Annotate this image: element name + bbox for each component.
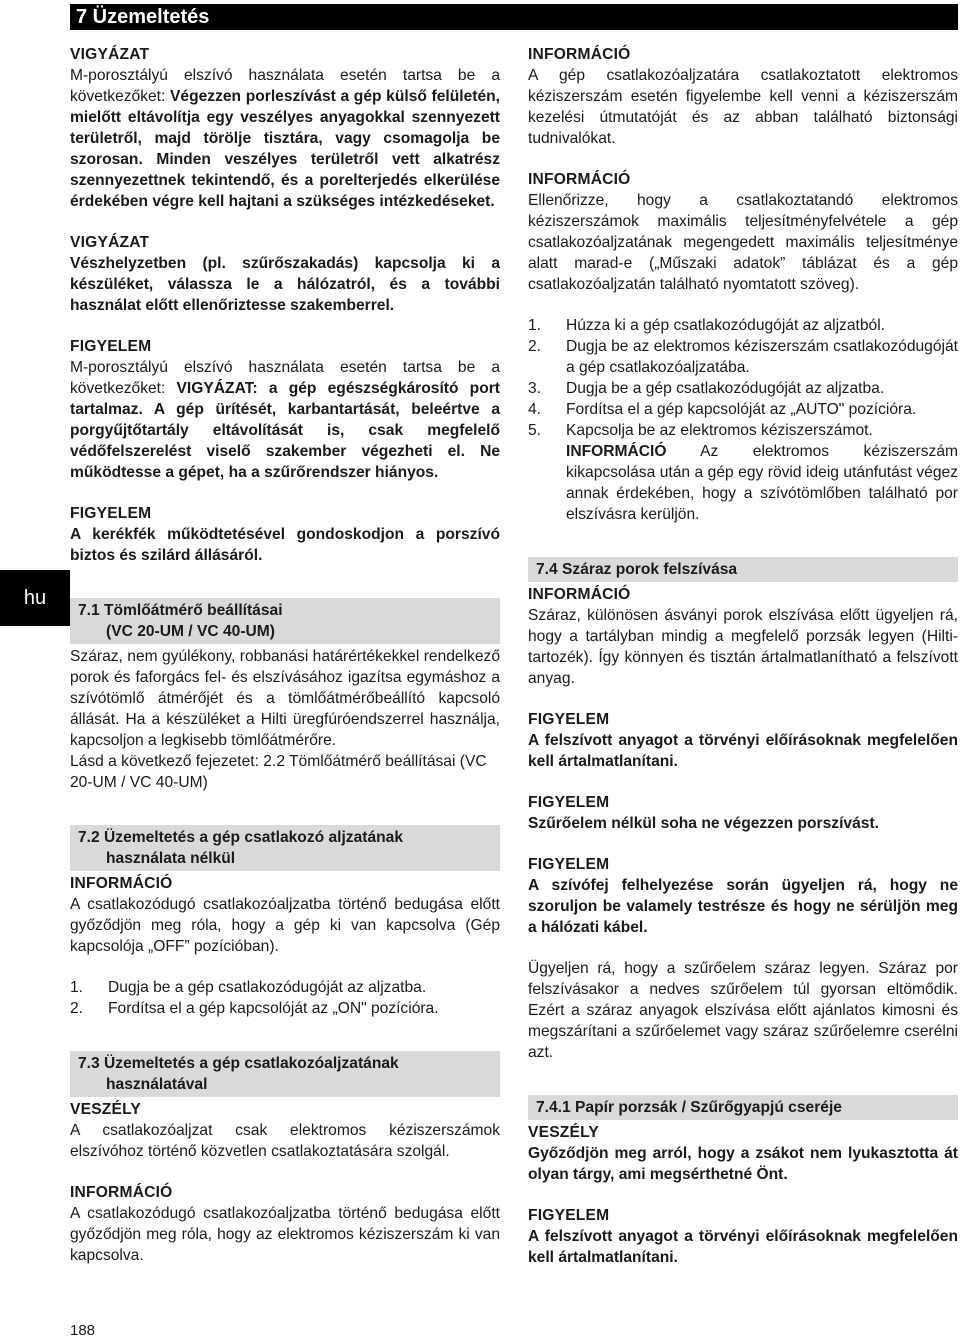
section-title: 7.3 Üzemeltetés a gép csatlakozóaljzatának bbox=[78, 1055, 399, 1072]
info-text: A csatlakozódugó csatlakozóaljzatba történő bedugása előtt győződjön meg róla, hogy az elektromos kéziszerszám ki van kapcsolva. bbox=[70, 1205, 500, 1264]
notice-block bbox=[528, 1205, 958, 1268]
danger-block bbox=[70, 1099, 500, 1162]
info-label: INFORMÁCIÓ bbox=[566, 443, 667, 460]
section-subtitle: használata nélkül bbox=[106, 850, 236, 867]
notice-block-2 bbox=[70, 503, 500, 566]
step-text: Fordítsa el a gép kapcsolóját az „AUTO" pozícióra. bbox=[566, 401, 917, 418]
paragraph-text: Ügyeljen rá, hogy a szűrőelem száraz legyen. Száraz por felszívásakor a nedves szűrőelem túl gyorsan eltömődik. Ezért a száraz anyagok elszívása előtt ajánlatos kimosni és megszárítani a szűrőelemet vagy száraz szűrőelemre cserélni azt. bbox=[528, 960, 958, 1061]
notice-text-bold: VIGYÁZAT: a gép egészségkárosító port tartalmaz. A gép ürítését, karbantartását, beleértve a porgyűjtőtartály eltávolítását is, csak megfelelő védőfelszerelést viselő szakember végezheti el. Ne működtesse a gépet, ha a szűrőrendszer hiányos. bbox=[70, 380, 500, 481]
list-item bbox=[528, 441, 958, 525]
info-label: INFORMÁCIÓ bbox=[528, 586, 631, 603]
list-item bbox=[528, 399, 958, 420]
caution-block-1 bbox=[70, 44, 500, 212]
notice-label: FIGYELEM bbox=[528, 711, 610, 728]
section-heading-7-3 bbox=[70, 1051, 500, 1097]
step-text: Fordítsa el a gép kapcsolóját az „ON" pozícióra. bbox=[108, 1000, 439, 1017]
notice-text: A kerékfék működtetésével gondoskodjon a porszívó biztos és szilárd állásáról. bbox=[70, 526, 500, 564]
notice-label: FIGYELEM bbox=[528, 794, 610, 811]
notice-label: FIGYELEM bbox=[70, 505, 152, 522]
caution-label: VIGYÁZAT bbox=[70, 234, 150, 251]
info-block-1 bbox=[528, 44, 958, 149]
chapter-header: 7 Üzemeltetés bbox=[70, 4, 958, 30]
step-text: Dugja be a gép csatlakozódugóját az aljzatba. bbox=[566, 380, 885, 397]
section-subtitle: (VC 20-UM / VC 40-UM) bbox=[106, 623, 275, 640]
notice-label: FIGYELEM bbox=[528, 856, 610, 873]
steps-list bbox=[528, 315, 958, 525]
notice-label: FIGYELEM bbox=[70, 338, 152, 355]
notice-block-1 bbox=[70, 336, 500, 483]
info-text: Az elektromos kéziszerszám kikapcsolása után a gép egy rövid ideig utánfutást végez annak érdekében, hogy a szívótömlőben található por elszívásra kerüljön. bbox=[566, 443, 958, 523]
section-title: 7.1 Tömlőátmérő beállításai bbox=[78, 602, 283, 619]
language-tab: hu bbox=[0, 570, 70, 626]
info-text: Száraz, különösen ásványi porok elszívása előtt ügyeljen rá, hogy a tartályban mindig a megfelelő porzsák legyen (Hilti-tartozék). Így könnyen és tisztán ártalmatlanítható a felszívott anyag. bbox=[528, 607, 958, 687]
list-item bbox=[528, 315, 958, 336]
list-item bbox=[528, 336, 958, 378]
step-text: Dugja be a gép csatlakozódugóját az aljzatba. bbox=[108, 979, 427, 996]
paragraph-block bbox=[528, 958, 958, 1063]
info-block bbox=[70, 1182, 500, 1266]
section-body-7-1 bbox=[70, 646, 500, 793]
right-column bbox=[528, 44, 958, 1268]
info-block-2 bbox=[528, 169, 958, 295]
info-label: INFORMÁCIÓ bbox=[70, 875, 173, 892]
info-block bbox=[70, 873, 500, 957]
info-label: INFORMÁCIÓ bbox=[70, 1184, 173, 1201]
section-heading-7-4 bbox=[528, 557, 958, 582]
info-label: INFORMÁCIÓ bbox=[528, 171, 631, 188]
step-number: 2. bbox=[70, 1000, 84, 1017]
notice-text: A szívófej felhelyezése során ügyeljen rá, hogy ne szoruljon be valamely testrésze és hogy ne sérüljön meg a hálózati kábel. bbox=[528, 877, 958, 936]
left-column bbox=[70, 44, 500, 1266]
info-text: A gép csatlakozóaljzatára csatlakoztatott elektromos kéziszerszám esetén figyelembe kell venni a kéziszerszám kezelési útmutatóját és az abban található biztonsági tudnivalókat. bbox=[528, 67, 958, 147]
notice-label: FIGYELEM bbox=[528, 1207, 610, 1224]
step-number: 3. bbox=[528, 380, 542, 397]
notice-block bbox=[528, 792, 958, 834]
step-number: 1. bbox=[528, 317, 542, 334]
notice-text: A felszívott anyagot a törvényi előírásoknak megfelelően kell ártalmatlanítani. bbox=[528, 1228, 958, 1266]
notice-text-plain: M-porosztályú elszívó használata esetén tartsa be a következőket: bbox=[70, 359, 500, 397]
caution-text: Vészhelyzetben (pl. szűrőszakadás) kapcsolja ki a készüléket, válassza le a hálózatról, és a további használat előtt ellenőriztesse szakemberrel. bbox=[70, 255, 500, 314]
notice-block bbox=[528, 854, 958, 938]
steps-list bbox=[70, 977, 500, 1019]
notice-text: Szűrőelem nélkül soha ne végezzen porszívást. bbox=[528, 815, 879, 832]
danger-block bbox=[528, 1122, 958, 1185]
caution-label: VIGYÁZAT bbox=[70, 46, 150, 63]
section-heading-7-2 bbox=[70, 825, 500, 871]
section-heading-7-4-1 bbox=[528, 1095, 958, 1120]
list-item bbox=[70, 998, 500, 1019]
info-block bbox=[528, 584, 958, 689]
step-number: 4. bbox=[528, 401, 542, 418]
step-text: Kapcsolja be az elektromos kéziszerszámot. bbox=[566, 422, 873, 439]
step-text: Húzza ki a gép csatlakozódugóját az aljzatból. bbox=[566, 317, 885, 334]
section-heading-7-1 bbox=[70, 598, 500, 644]
notice-block bbox=[528, 709, 958, 772]
list-item bbox=[70, 977, 500, 998]
danger-text: Győződjön meg arról, hogy a zsákot nem lyukasztotta át olyan tárgy, ami megsérthetné Önt. bbox=[528, 1145, 958, 1183]
page-number: 188 bbox=[70, 1322, 96, 1339]
danger-text: A csatlakozóaljzat csak elektromos kéziszerszámok elszívóhoz történő közvetlen csatlakoztatására szolgál. bbox=[70, 1122, 500, 1160]
list-item bbox=[528, 420, 958, 441]
section-text: Száraz, nem gyúlékony, robbanási határértékekkel rendelkező porok és faforgács fel- és elszívásához igazítsa egymáshoz a szívótömlő átmérőjét és a tömlőátmérőbeállító kapcsoló állását. Ha a készüléket a Hilti üregfúróendszerrel használja, kapcsoljon a legkisebb tömlőátmérőre. bbox=[70, 648, 500, 749]
section-title: 7.4.1 Papír porzsák / Szűrőgyapjú cseréje bbox=[536, 1099, 842, 1116]
step-number: 1. bbox=[70, 979, 84, 996]
step-number: 2. bbox=[528, 338, 542, 355]
info-label: INFORMÁCIÓ bbox=[528, 46, 631, 63]
info-text: Ellenőrizze, hogy a csatlakoztatandó elektromos kéziszerszámok maximális teljesítményfelvétele a gép csatlakozóaljzatának megengedett maximális teljesítménye alatt marad-e („Műszaki adatok” táblázat és a gép csatlakozóaljzatán található nyomtatott szöveg). bbox=[528, 192, 958, 293]
notice-text: A felszívott anyagot a törvényi előírásoknak megfelelően kell ártalmatlanítani. bbox=[528, 732, 958, 770]
list-item bbox=[528, 378, 958, 399]
caution-block-2 bbox=[70, 232, 500, 316]
step-number: 5. bbox=[528, 422, 542, 439]
info-text: A csatlakozódugó csatlakozóaljzatba történő bedugása előtt győződjön meg róla, hogy a gép ki van kapcsolva (Gép kapcsolója „OFF” pozícióban). bbox=[70, 896, 500, 955]
step-note bbox=[566, 441, 958, 525]
section-reference: Lásd a következő fejezetet: 2.2 Tömlőátmérő beállításai (VC 20-UM / VC 40-UM) bbox=[70, 753, 487, 791]
notice-text bbox=[70, 357, 500, 483]
step-text: Dugja be az elektromos kéziszerszám csatlakozódugóját a gép csatlakozóaljzatába. bbox=[566, 338, 958, 376]
caution-text bbox=[70, 65, 500, 212]
danger-label: VESZÉLY bbox=[70, 1101, 142, 1118]
section-subtitle: használatával bbox=[106, 1076, 208, 1093]
caution-text-plain: M-porosztályú elszívó használata esetén tartsa be a következőket: bbox=[70, 67, 500, 105]
section-title: 7.4 Száraz porok felszívása bbox=[536, 561, 738, 578]
section-title: 7.2 Üzemeltetés a gép csatlakozó aljzatának bbox=[78, 829, 404, 846]
caution-text-bold: Végezzen porleszívást a gép külső felületén, mielőtt eltávolítja egy veszélyes anyagokkal szennyezett területről, majd törölje tisztára, vagy csomagolja be szorosan. Minden veszélyes területről vett alkatrész szennyezettnek tekintendő, és a porelterjedés elkerülése érdekében végre kell hajtani a szükséges intézkedéseket. bbox=[70, 88, 500, 210]
danger-label: VESZÉLY bbox=[528, 1124, 600, 1141]
